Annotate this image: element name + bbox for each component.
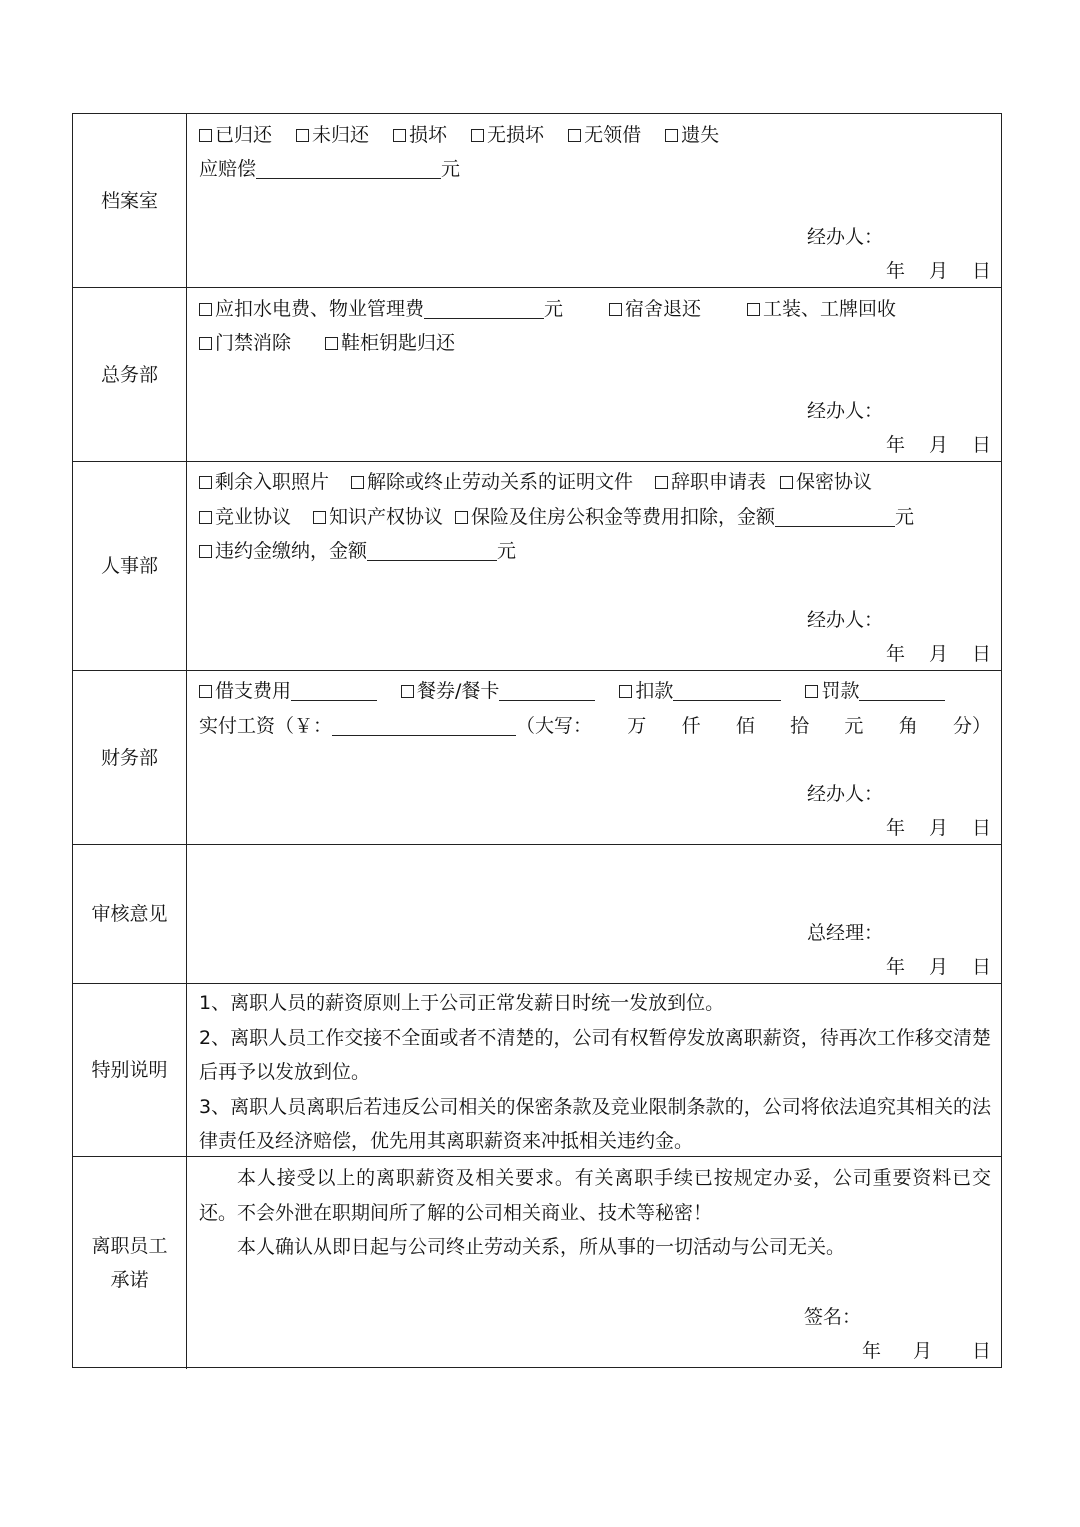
checkbox-not-returned[interactable]: 未归还 [296,124,369,146]
checkbox-icon[interactable] [747,303,760,316]
row-special-notes [73,983,1001,1156]
checkbox-icon[interactable] [609,303,622,316]
row-content-review [187,845,1001,983]
checkbox-damaged[interactable]: 损坏 [393,124,447,146]
note-item-2: 2、离职人员工作交接不全面或者不清楚的，公司有权暂停发放离职薪资，待再次工作移交清楚后再予以发放到位。 [199,1026,991,1083]
row-label-finance: 财务部 [73,671,187,844]
note-item-1: 1、离职人员的薪资原则上于公司正常发薪日时统一发放到位。 [199,992,725,1014]
date-field[interactable]: 年 月 日 [885,643,991,665]
checkbox-fine[interactable]: 罚款 [805,680,859,702]
checkbox-insurance-deduction[interactable]: 保险及住房公积金等费用扣除，金额 [455,506,775,528]
general-items-line2 [199,326,991,360]
checkbox-icon[interactable] [199,476,212,489]
checkbox-icon[interactable] [199,337,212,350]
date-field[interactable]: 年 月 日 [861,1340,991,1362]
checkbox-termination-certificate[interactable]: 解除或终止劳动关系的证明文件 [351,471,633,493]
date-field[interactable]: 年 月 日 [885,434,991,456]
checkbox-icon[interactable] [199,511,212,524]
finance-salary-line: 实付工资（￥： （大写： 万 仟 佰 拾 元 角 分） [199,715,991,737]
checkbox-undamaged[interactable]: 无损坏 [471,124,544,146]
row-label-human-resources: 人事部 [73,462,187,670]
meal-card-field[interactable] [499,678,595,701]
row-archive [73,114,1001,287]
checkbox-icon[interactable] [655,476,668,489]
handler-label: 经办人： [806,400,883,422]
insurance-amount-field[interactable] [775,504,895,527]
signature-label: 签名： [803,1306,861,1328]
row-review [73,844,1001,983]
checkbox-icon[interactable] [351,476,364,489]
row-employee-pledge [73,1156,1001,1369]
checkbox-icon[interactable] [199,129,212,142]
row-general-affairs [73,287,1001,461]
pledge-paragraph-1: 本人接受以上的离职薪资及相关要求。有关离职手续已按规定办妥，公司重要资料已交还。不会外泄在职期间所了解的公司相关商业、技术等秘密！ [199,1167,991,1224]
checkbox-icon[interactable] [393,129,406,142]
general-items-line1: 应扣水电费、物业管理费 元 宿舍退还 工装、工牌回收 [199,292,991,326]
checkbox-locker-key-returned[interactable]: 鞋柜钥匙归还 [325,332,455,354]
checkbox-deduction[interactable]: 扣款 [619,680,673,702]
date-field[interactable]: 年 月 日 [885,260,991,282]
finance-items-line1 [199,674,991,708]
checkbox-icon[interactable] [401,685,414,698]
row-label-archive: 档案室 [73,114,187,287]
penalty-amount-field[interactable] [367,538,497,561]
checkbox-icon[interactable] [780,476,793,489]
checkbox-advance[interactable]: 借支费用 [199,680,291,702]
handler-label: 经办人： [806,783,883,805]
row-label-employee-pledge: 离职员工 承诺 [73,1157,187,1369]
fine-amount-field[interactable] [859,678,945,701]
checkbox-utility-fees[interactable]: 应扣水电费、物业管理费 [199,298,424,320]
handler-label: 经办人： [806,609,883,631]
row-human-resources [73,461,1001,670]
checkbox-icon[interactable] [619,685,632,698]
checkbox-icon[interactable] [313,511,326,524]
checkbox-access-removed[interactable]: 门禁消除 [199,332,291,354]
archive-compensation: 应赔偿 元 [199,158,461,180]
checkbox-resignation-form[interactable]: 辞职申请表 [655,471,766,493]
checkbox-icon[interactable] [199,685,212,698]
checkbox-remaining-photos[interactable]: 剩余入职照片 [199,471,329,493]
checkbox-penalty-payment[interactable]: 违约金缴纳，金额 [199,540,367,562]
compensation-amount-field[interactable] [256,156,441,179]
pledge-paragraph-2: 本人确认从即日起与公司终止劳动关系，所从事的一切活动与公司无关。 [237,1236,846,1258]
checkbox-icon[interactable] [455,511,468,524]
hr-items-line1 [199,465,991,499]
resignation-handover-form [72,113,1002,1368]
row-content-finance [187,671,1001,844]
checkbox-dorm-returned[interactable]: 宿舍退还 [609,298,701,320]
date-field[interactable]: 年 月 日 [885,956,991,978]
row-content-human-resources [187,462,1001,670]
special-notes-list [199,986,991,1159]
utility-fees-field[interactable] [424,296,544,319]
handler-label: 经办人： [806,226,883,248]
checkbox-icon[interactable] [568,129,581,142]
checkbox-icon[interactable] [665,129,678,142]
checkbox-meal-card[interactable]: 餐券/餐卡 [401,680,499,702]
checkbox-icon[interactable] [296,129,309,142]
deduction-amount-field[interactable] [673,678,781,701]
row-label-special-notes: 特别说明 [73,984,187,1156]
row-content-employee-pledge [187,1157,1001,1369]
row-label-review: 审核意见 [73,845,187,983]
date-field[interactable]: 年 月 日 [885,817,991,839]
general-manager-label: 总经理： [806,922,883,944]
checkbox-confidentiality-agreement[interactable]: 保密协议 [780,471,872,493]
row-finance [73,670,1001,844]
checkbox-icon[interactable] [471,129,484,142]
checkbox-noncompete[interactable]: 竞业协议 [199,506,291,528]
checkbox-ip-agreement[interactable]: 知识产权协议 [313,506,443,528]
checkbox-not-borrowed[interactable]: 无领借 [568,124,641,146]
row-content-general-affairs [187,288,1001,461]
row-content-archive [187,114,1001,287]
checkbox-icon[interactable] [199,303,212,316]
hr-items-line3: 违约金缴纳，金额 元 [199,534,991,568]
note-item-3: 3、离职人员离职后若违反公司相关的保密条款及竞业限制条款的，公司将依法追究其相关的法律责任及经济赔偿，优先用其离职薪资来冲抵相关违约金。 [199,1095,991,1152]
pledge-text [199,1161,991,1265]
checkbox-icon[interactable] [199,545,212,558]
checkbox-returned[interactable]: 已归还 [199,124,272,146]
checkbox-lost[interactable]: 遗失 [665,124,719,146]
checkbox-icon[interactable] [805,685,818,698]
row-content-special-notes [187,984,1001,1156]
checkbox-icon[interactable] [325,337,338,350]
row-label-general-affairs: 总务部 [73,288,187,461]
advance-amount-field[interactable] [291,678,377,701]
archive-options [199,118,991,152]
hr-items-line2: 竞业协议 知识产权协议 保险及住房公积金等费用扣除，金额 元 [199,500,991,534]
checkbox-uniform-returned[interactable]: 工装、工牌回收 [747,298,896,320]
salary-amount-field[interactable] [332,713,516,736]
